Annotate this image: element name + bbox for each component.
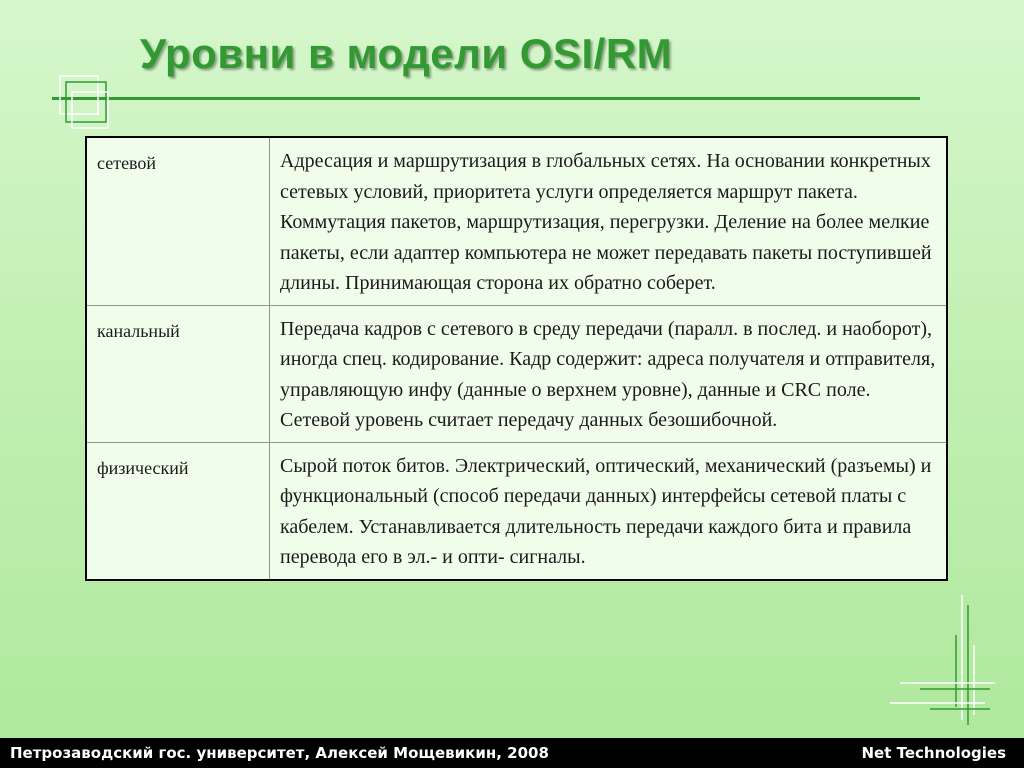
table-row xyxy=(86,442,947,580)
layer-description-cell: Сырой поток битов. Электрический, оптический, механический (разъемы) и функциональный (способ передачи данных) интерфейсы сетевой платы с кабелем. Устанавливается длительность передачи каждого бита и правила перевода его в эл.- и опти- сигналы. xyxy=(270,442,948,580)
layer-name-cell: сетевой xyxy=(86,137,270,305)
footer-bar xyxy=(0,738,1024,768)
footer-course: Net Technologies xyxy=(861,744,1006,762)
table-row xyxy=(86,305,947,442)
layer-name-cell: канальный xyxy=(86,305,270,442)
table-row xyxy=(86,137,947,305)
layer-description-cell: Передача кадров с сетевого в среду передачи (паралл. в послед. и наоборот), иногда спец. кодирование. Кадр содержит: адреса получателя и отправителя, управляющую инфу (данные о верхнем уровне), данные и CRC поле. Сетевой уровень считает передачу данных безошибочной. xyxy=(270,305,948,442)
slide-title: Уровни в модели OSI/RM xyxy=(140,30,673,77)
osi-layers-table xyxy=(85,136,948,581)
layer-description-cell: Адресация и маршрутизация в глобальных сетях. На основании конкретных сетевых условий, приоритета услуги определяется маршрут пакета. Коммутация пакетов, маршрутизация, перегрузки. Деление на более мелкие пакеты, если адаптер компьютера не может передавать пакеты поступившей длины. Принимающая сторона их обратно соберет. xyxy=(270,137,948,305)
title-underline xyxy=(52,97,920,100)
decorative-grid-lines-icon xyxy=(890,595,1000,735)
layer-name-cell: физический xyxy=(86,442,270,580)
footer-author: Петрозаводский гос. университет, Алексей Мощевикин, 2008 xyxy=(10,744,549,762)
decorative-squares-icon xyxy=(48,72,114,138)
